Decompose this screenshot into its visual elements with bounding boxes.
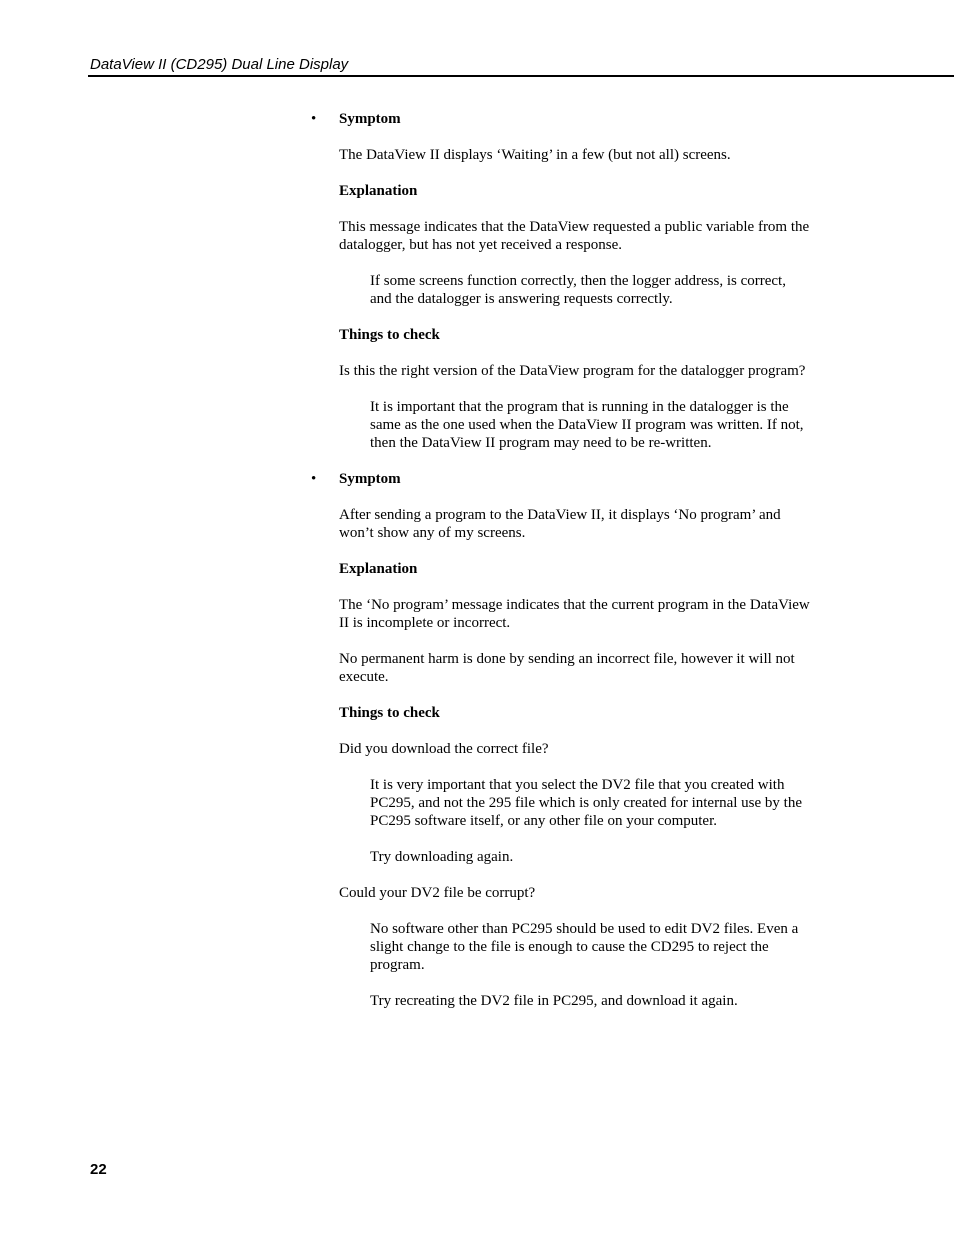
symptom-label: Symptom: [339, 471, 401, 487]
explanation-text: The ‘No program’ message indicates that the current program in the DataView II is incomplete or incorrect.: [339, 597, 810, 631]
check-note: Try recreating the DV2 file in PC295, and download it again.: [370, 993, 738, 1009]
things-to-check-heading: Things to check: [339, 327, 440, 343]
check-note: It is very important that you select the DV2 file that you created with PC295, and not the 295 file which is only created for internal use by the PC295 software itself, or any other file on your computer.: [370, 777, 802, 829]
check-question: Did you download the correct file?: [339, 741, 549, 757]
check-note: It is important that the program that is running in the datalogger is the same as the one used when the DataView II program was written. If not, then the DataView II program may need to be re-written.: [370, 399, 804, 451]
explanation-heading: Explanation: [339, 183, 418, 199]
page-number: 22: [90, 1161, 107, 1178]
bullet-icon: •: [311, 471, 317, 487]
check-note: No software other than PC295 should be used to edit DV2 files. Even a slight change to the file is enough to cause the CD295 to reject the program.: [370, 921, 799, 973]
symptom-label: Symptom: [339, 111, 401, 127]
explanation-heading: Explanation: [339, 561, 418, 577]
symptom-text: After sending a program to the DataView II, it displays ‘No program’ and won’t show any of my screens.: [339, 507, 781, 541]
header-title: DataView II (CD295) Dual Line Display: [90, 56, 349, 73]
troubleshooting-section: [311, 470, 811, 1010]
explanation-text: No permanent harm is done by sending an incorrect file, however it will not execute.: [339, 651, 795, 685]
things-to-check-heading: Things to check: [339, 705, 440, 721]
symptom-heading: [311, 470, 811, 488]
bullet-icon: •: [311, 111, 317, 127]
explanation-note: If some screens function correctly, then the logger address, is correct, and the datalogger is answering requests correctly.: [370, 273, 786, 307]
explanation-text: This message indicates that the DataView requested a public variable from the datalogger, but has not yet received a response.: [339, 219, 810, 253]
page-content: [311, 110, 811, 1028]
troubleshooting-section: [311, 110, 811, 452]
page-header: [88, 55, 954, 77]
symptom-heading: [311, 110, 811, 128]
symptom-text: The DataView II displays ‘Waiting’ in a few (but not all) screens.: [339, 147, 731, 163]
check-note: Try downloading again.: [370, 849, 514, 865]
check-question: Is this the right version of the DataView program for the datalogger program?: [339, 363, 806, 379]
check-question: Could your DV2 file be corrupt?: [339, 885, 536, 901]
